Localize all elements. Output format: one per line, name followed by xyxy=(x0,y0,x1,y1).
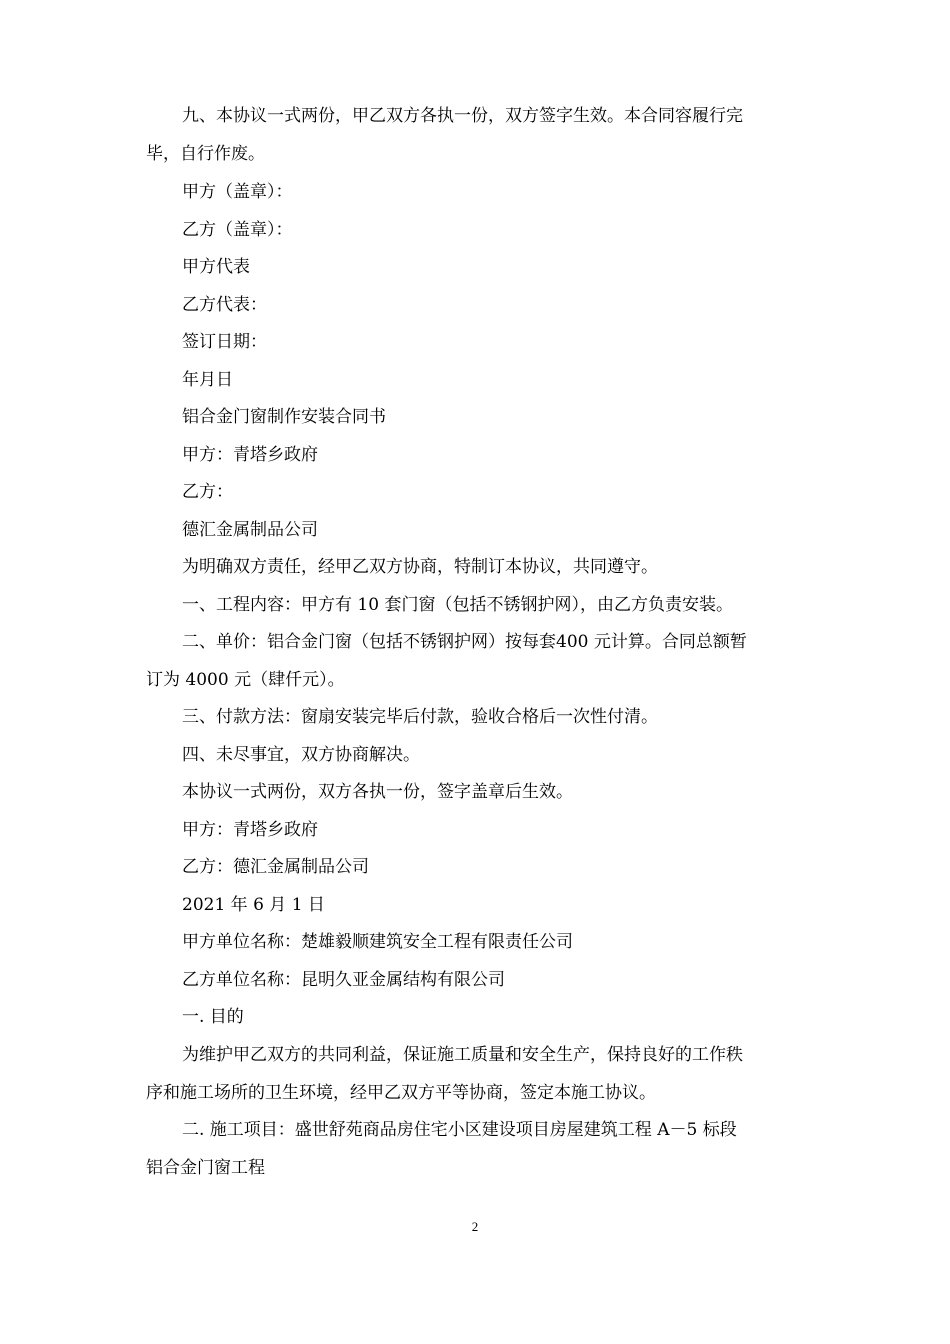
section-one-body xyxy=(146,1045,816,1103)
clause-two xyxy=(146,632,816,690)
clause-one: 一、工程内容：甲方有 10 套门窗（包括不锈钢护网），由乙方负责安装。 xyxy=(182,595,733,615)
section-one-title: 一. 目的 xyxy=(182,1007,244,1027)
signing-date-label: 签订日期： xyxy=(182,332,267,352)
signature-party-a: 甲方：青塔乡政府 xyxy=(182,820,318,840)
party-b-representative: 乙方代表： xyxy=(182,295,267,315)
paragraph-nine xyxy=(146,106,816,164)
intro-paragraph: 为明确双方责任，经甲乙双方协商，特制订本协议，共同遵守。 xyxy=(182,557,658,577)
signature-date: 2021 年 6 月 1 日 xyxy=(182,895,325,915)
party-a-seal: 甲方（盖章）： xyxy=(182,182,293,202)
party-b-seal: 乙方（盖章）： xyxy=(182,220,293,240)
clause-two-line-2: 订为 4000 元（肆仟元）。 xyxy=(146,670,345,690)
section-two-line-2: 铝合金门窗工程 xyxy=(146,1158,265,1178)
page-number: 2 xyxy=(471,1219,479,1234)
party-b: 乙方： xyxy=(182,482,233,502)
signature-party-b: 乙方：德汇金属制品公司 xyxy=(182,857,369,877)
section-two-body xyxy=(146,1120,816,1178)
date-blank: 年月日 xyxy=(182,370,233,390)
clause-two-line-1: 二、单价：铝合金门窗（包括不锈钢护网）按每套400 元计算。合同总额暂 xyxy=(182,632,747,652)
clause-five: 本协议一式两份，双方各执一份，签字盖章后生效。 xyxy=(182,782,573,802)
unit-a-name: 甲方单位名称：楚雄毅顺建筑安全工程有限责任公司 xyxy=(182,932,573,952)
section-one-line-1: 为维护甲乙双方的共同利益，保证施工质量和安全生产，保持良好的工作秩 xyxy=(182,1045,743,1065)
section-one-line-2: 序和施工场所的卫生环境，经甲乙双方平等协商，签定本施工协议。 xyxy=(146,1083,656,1103)
party-a: 甲方：青塔乡政府 xyxy=(182,445,318,465)
unit-b-name: 乙方单位名称：昆明久亚金属结构有限公司 xyxy=(182,970,505,990)
party-b-name: 德汇金属制品公司 xyxy=(182,520,318,540)
paragraph-nine-line-1: 九、本协议一式两份，甲乙双方各执一份，双方签字生效。本合同容履行完 xyxy=(182,106,743,126)
party-a-representative: 甲方代表 xyxy=(182,257,250,277)
clause-four: 四、未尽事宜，双方协商解决。 xyxy=(182,745,420,765)
clause-three: 三、付款方法：窗扇安装完毕后付款，验收合格后一次性付清。 xyxy=(182,707,658,727)
contract-title: 铝合金门窗制作安装合同书 xyxy=(182,407,386,427)
paragraph-nine-line-2: 毕，自行作废。 xyxy=(146,144,265,164)
section-two-line-1: 二. 施工项目：盛世舒苑商品房住宅小区建设项目房屋建筑工程 A－5 标段 xyxy=(182,1120,737,1140)
